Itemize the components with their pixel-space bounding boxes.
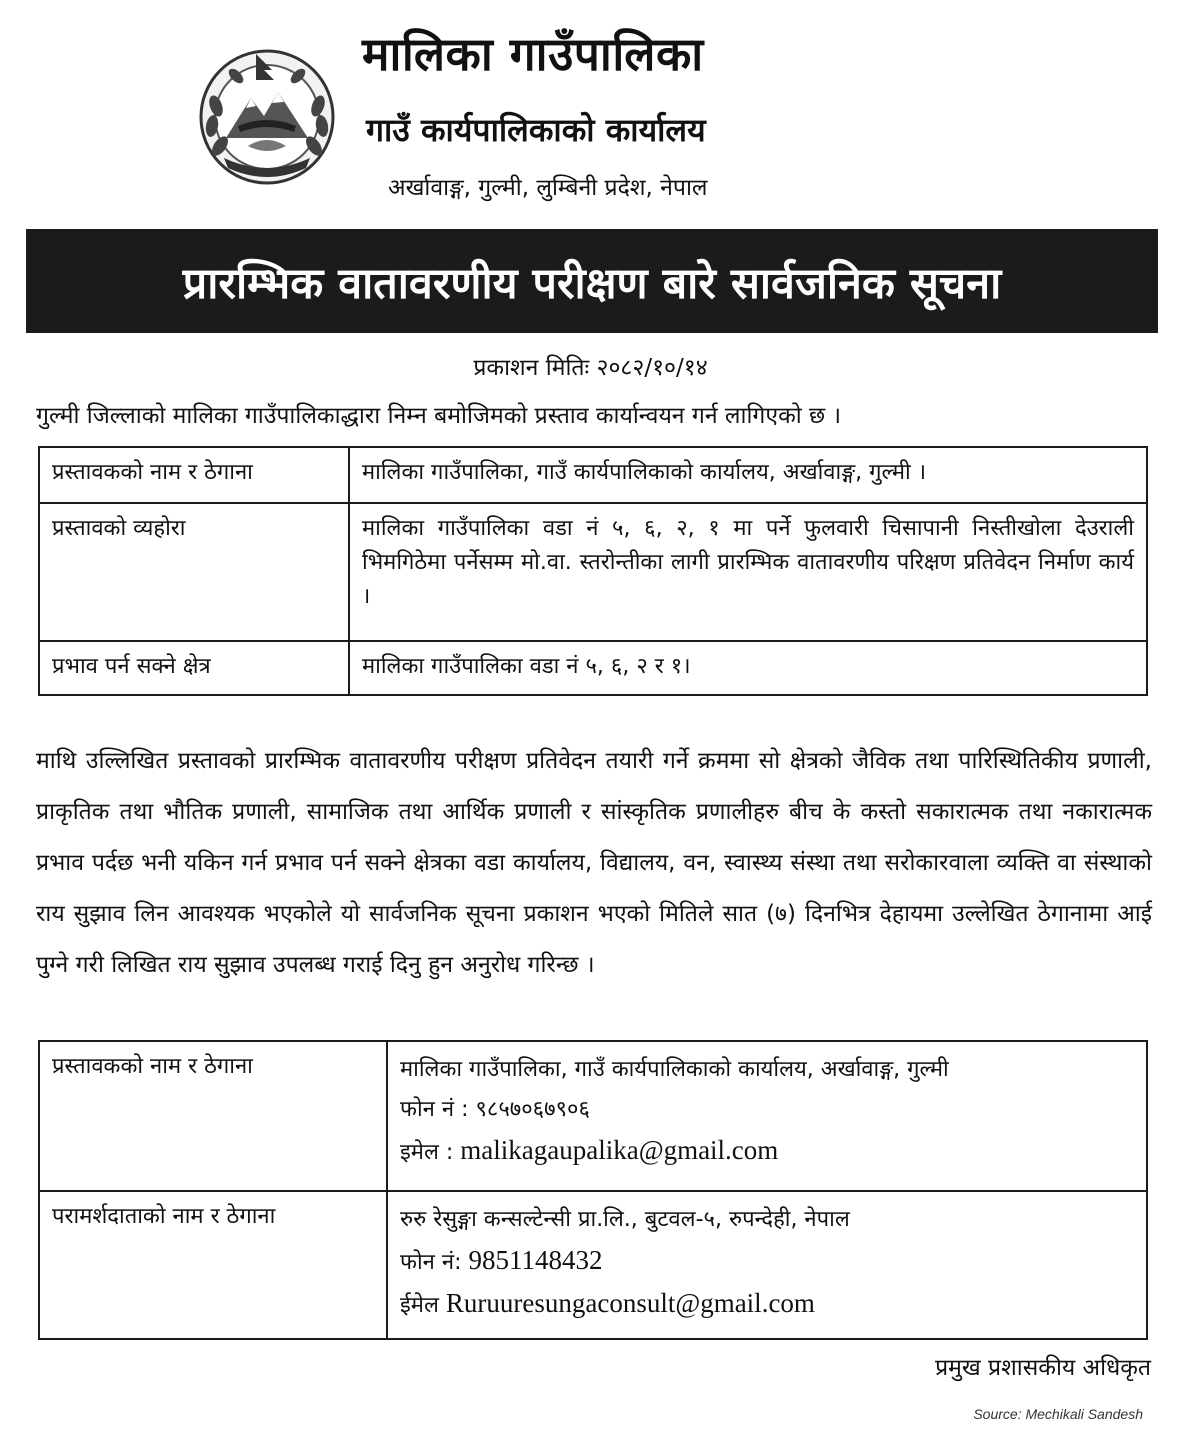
row-value: मालिका गाउँपालिका, गाउँ कार्यपालिकाको कार्यालय, अर्खावाङ्ग, गुल्मी । <box>349 447 1147 503</box>
consultant-address: रुरु रेसुङ्गा कन्सल्टेन्सी प्रा.लि., बुटवल-५, रुपन्देही, नेपाल <box>400 1207 850 1232</box>
org-name: मालिका गाउँपालिका <box>362 27 704 81</box>
notice-title-banner <box>26 229 1158 333</box>
proponent-phone: ९८५७०६७९०६ <box>475 1097 590 1122</box>
notice-title: प्रारम्भिक वातावरणीय परीक्षण बारे सार्वजनिक सूचना <box>182 258 1002 309</box>
table-row <box>39 447 1147 503</box>
intro-text: गुल्मी जिल्लाको मालिका गाउँपालिकाद्धारा निम्न बमोजिमको प्रस्ताव कार्यान्वयन गर्न लागिएको छ । <box>36 403 842 429</box>
consultant-email: Ruruuresungaconsult@gmail.com <box>445 1288 815 1318</box>
row-label: प्रस्तावको व्यहोरा <box>39 503 349 641</box>
consultant-details <box>387 1191 1147 1339</box>
consultant-email-line <box>400 1283 1134 1326</box>
table-row <box>39 641 1147 695</box>
proponent-phone-line <box>400 1090 1134 1130</box>
contact-table <box>38 1040 1148 1340</box>
row-label: प्रस्तावकको नाम र ठेगाना <box>39 447 349 503</box>
consultant-label: परामर्शदाताको नाम र ठेगाना <box>39 1191 387 1339</box>
row-value: मालिका गाउँपालिका वडा नं ५, ६, २ र १। <box>349 641 1147 695</box>
table-row <box>39 503 1147 641</box>
phone-label: फोन नं : <box>400 1097 469 1122</box>
phone-label: फोन नं: <box>400 1250 462 1275</box>
proposal-table <box>38 446 1148 696</box>
consultant-phone: 9851148432 <box>468 1245 603 1275</box>
proponent-email: malikagaupalika@gmail.com <box>460 1135 779 1165</box>
proponent-label: प्रस्तावकको नाम र ठेगाना <box>39 1041 387 1191</box>
table-row <box>39 1041 1147 1191</box>
proponent-details <box>387 1041 1147 1191</box>
office-name: गाउँ कार्यपालिकाको कार्यालय <box>366 111 706 149</box>
email-label: ईमेल <box>400 1293 439 1318</box>
row-label: प्रभाव पर्न सक्ने क्षेत्र <box>39 641 349 695</box>
row-value: मालिका गाउँपालिका वडा नं ५, ६, २, १ मा पर्ने फुलवारी चिसापानी निस्तीखोला देउराली भिमगिठेमा पर्नेसम्म मो.वा. स्तरोन्तीका लागी प्रारम्भिक वातावरणीय परिक्षण प्रतिवेदन निर्माण कार्य । <box>349 503 1147 641</box>
source-credit: Source: Mechikali Sandesh <box>973 1406 1143 1422</box>
consultant-phone-line <box>400 1240 1134 1283</box>
org-address: अर्खावाङ्ग, गुल्मी, लुम्बिनी प्रदेश, नेपाल <box>388 175 708 201</box>
signature-title: प्रमुख प्रशासकीय अधिकृत <box>935 1355 1151 1381</box>
nepal-government-emblem-icon <box>196 46 338 188</box>
body-paragraph: माथि उल्लिखित प्रस्तावको प्रारम्भिक वातावरणीय परीक्षण प्रतिवेदन तयारी गर्ने क्रममा सो क्षेत्रको जैविक तथा पारिस्थितिकीय प्रणाली, प्राकृतिक तथा भौतिक प्रणाली, सामाजिक तथा आर्थिक प्रणाली र सांस्कृतिक प्रणालीहरु बीच के कस्तो सकारात्मक तथा नकारात्मक प्रभाव पर्दछ भनी यकिन गर्न प्रभाव पर्न सक्ने क्षेत्रका वडा कार्यालय, विद्यालय, वन, स्वास्थ्य संस्था तथा सरोकारवाला व्यक्ति वा संस्थाको राय सुझाव लिन आवश्यक भएकोले यो सार्वजनिक सूचना प्रकाशन भएको मितिले सात (७) दिनभित्र देहायमा उल्लेखित ठेगानामा आई पुग्ने गरी लिखित राय सुझाव उपलब्ध गराई दिनु हुन अनुरोध गरिन्छ । <box>36 748 1152 978</box>
proponent-address: मालिका गाउँपालिका, गाउँ कार्यपालिकाको कार्यालय, अर्खावाङ्ग, गुल्मी <box>400 1057 949 1082</box>
table-row <box>39 1191 1147 1339</box>
publication-date: प्रकाशन मितिः २०८२/१०/१४ <box>473 355 708 381</box>
proponent-email-line <box>400 1130 1134 1173</box>
email-label: इमेल : <box>400 1140 454 1165</box>
